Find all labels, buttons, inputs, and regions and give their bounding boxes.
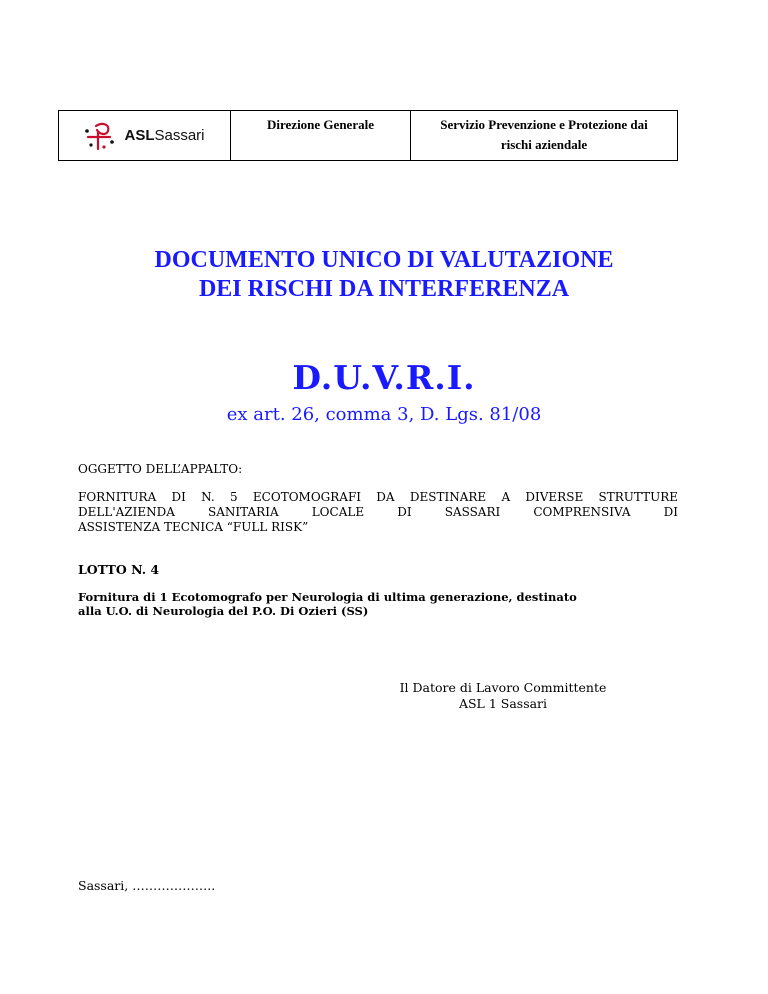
lotto-heading: LOTTO N. 4 <box>78 562 160 577</box>
logo-text-bold: ASL <box>124 127 155 144</box>
duvri-acronym: D.U.V.R.I. <box>292 358 476 397</box>
asl-cross-logo-icon <box>84 120 118 152</box>
place-date: Sassari, ……………….. <box>78 878 216 893</box>
signature-block <box>330 680 676 712</box>
fornitura-line3: ASSISTENZA TECNICA “FULL RISK” <box>78 520 309 534</box>
logo-cell <box>59 111 231 160</box>
servizio-cell <box>411 111 677 160</box>
title-line2: DEI RISCHI DA INTERFERENZA <box>198 276 570 302</box>
logo-text <box>124 127 204 144</box>
header-table <box>58 110 678 161</box>
oggetto-label: OGGETTO DELL’APPALTO: <box>78 462 243 476</box>
fornitura-line1: FORNITURA DI N. 5 ECOTOMOGRAFI DA DESTINARE A DIVERSE STRUTTURE <box>78 490 678 504</box>
servizio-line1: Servizio Prevenzione e Protezione dai <box>440 117 648 132</box>
signature-line2: ASL 1 Sassari <box>458 696 548 711</box>
fornitura-paragraph <box>78 490 678 535</box>
signature-line1: Il Datore di Lavoro Committente <box>399 680 607 695</box>
document-title <box>0 246 768 304</box>
servizio-line2: rischi aziendale <box>500 137 588 152</box>
fornitura-line2: DELL'AZIENDA SANITARIA LOCALE DI SASSARI COMPRENSIVA DI <box>78 505 678 519</box>
description-line1: Fornitura di 1 Ecotomografo per Neurologia di ultima generazione, destinato <box>78 590 577 604</box>
asl-logo <box>84 120 204 152</box>
legal-reference: ex art. 26, comma 3, D. Lgs. 81/08 <box>226 404 542 425</box>
title-line1: DOCUMENTO UNICO DI VALUTAZIONE <box>154 247 614 273</box>
direzione-cell: Direzione Generale <box>231 111 411 160</box>
description-line2: alla U.O. di Neurologia del P.O. Di Ozieri (SS) <box>78 604 369 618</box>
lotto-description <box>78 590 678 618</box>
logo-text-regular: Sassari <box>154 127 205 144</box>
